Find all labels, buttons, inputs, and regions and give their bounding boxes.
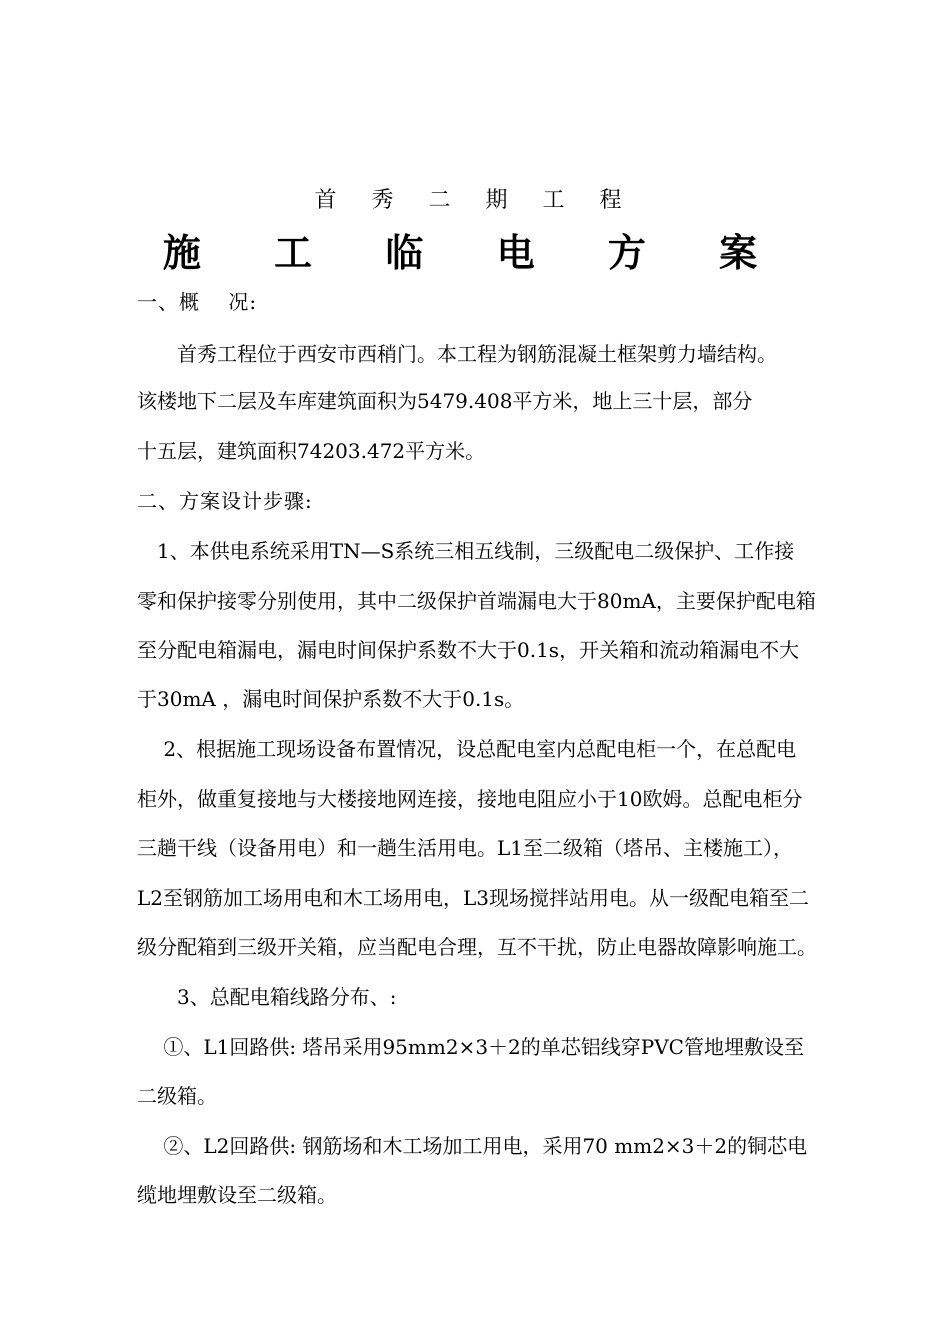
paragraph-line: 至分配电箱漏电，漏电时间保护系数不大于0.1s，开关箱和流动箱漏电不大	[137, 638, 800, 662]
section-1-heading: 一、概 况:	[137, 290, 258, 314]
document-title: 施 工 临 电 方 案	[162, 230, 788, 275]
paragraph-line: ①、L1回路供: 塔吊采用95mm2×3＋2的单芯铝线穿PVC管地埋敷设至	[137, 1035, 804, 1059]
section-2-heading: 二、方案设计步骤:	[137, 489, 313, 513]
paragraph-line: 二级箱。	[137, 1084, 217, 1108]
item-3-heading: 3、总配电箱线路分布、:	[137, 985, 397, 1009]
paragraph-line: L2至钢筋加工场用电和木工场用电，L3现场搅拌站用电。从一级配电箱至二	[137, 886, 810, 910]
document-subtitle: 首 秀 二 期 工 程	[314, 188, 636, 213]
paragraph-line: 级分配箱到三级开关箱，应当配电合理，互不干扰，防止电器故障影响施工。	[137, 935, 817, 959]
paragraph-line: 十五层，建筑面积74203.472平方米。	[137, 439, 486, 463]
paragraph-line: 于30mA ，漏电时间保护系数不大于0.1s。	[137, 687, 525, 711]
paragraph-line: 该楼地下二层及车库建筑面积为5479.408平方米，地上三十层，部分	[137, 389, 753, 413]
paragraph-line: 1、本供电系统采用TN—S系统三相五线制，三级配电二级保护、工作接	[137, 539, 795, 563]
paragraph-line: 柜外，做重复接地与大楼接地网连接，接地电阻应小于10欧姆。总配电柜分	[137, 787, 803, 811]
paragraph-line: ②、L2回路供: 钢筋场和木工场加工用电，采用70 mm2×3＋2的铜芯电	[137, 1134, 808, 1158]
paragraph-line: 三趟干线（设备用电）和一趟生活用电。L1至二级箱（塔吊、主楼施工），	[137, 836, 794, 860]
paragraph-line: 零和保护接零分别使用，其中二级保护首端漏电大于80mA，主要保护配电箱	[137, 589, 816, 613]
paragraph-line: 2、根据施工现场设备布置情况，设总配电室内总配电柜一个，在总配电	[137, 737, 797, 761]
paragraph-line: 首秀工程位于西安市西稍门。本工程为钢筋混凝土框架剪力墙结构。	[137, 342, 777, 366]
paragraph-line: 缆地埋敷设至二级箱。	[137, 1183, 337, 1207]
